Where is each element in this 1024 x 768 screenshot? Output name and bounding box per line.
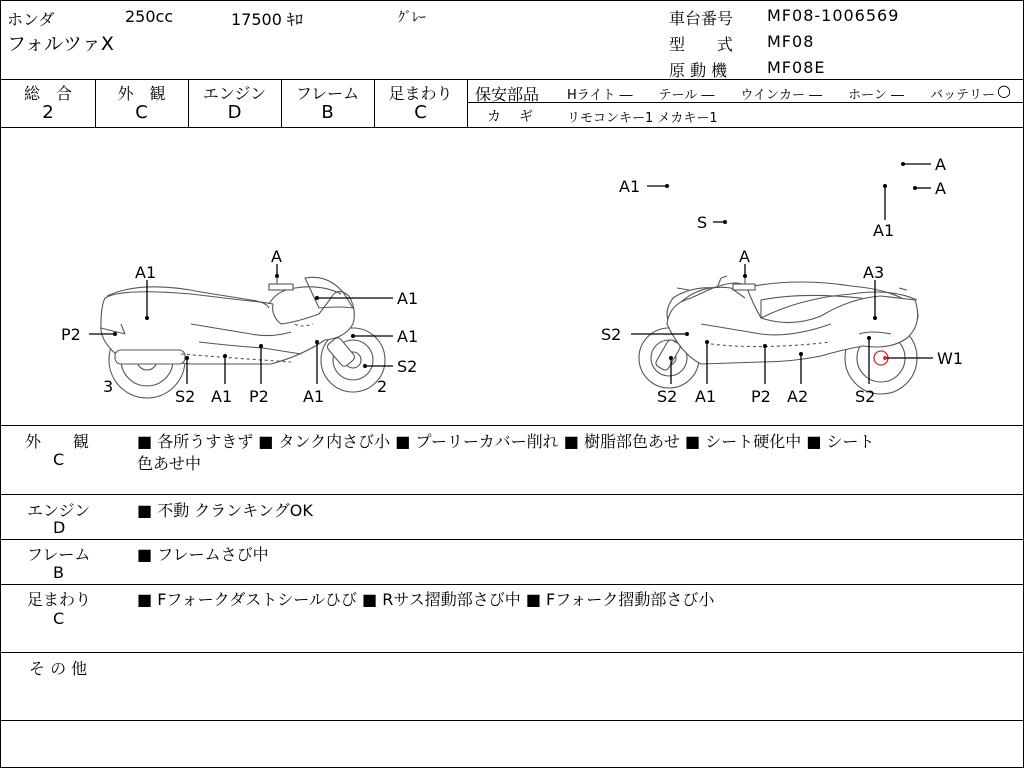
grade-frame-value: B: [321, 102, 334, 123]
divider: [1, 652, 1023, 653]
remark-suspension-text: ■ Fフォークダストシールひび ■ Rサス摺動部さび中 ■ Fフォーク摺動部さび小: [137, 590, 715, 609]
label-right-p2-bottom: P2: [751, 387, 771, 406]
key-value: リモコンキー1 メカキー1: [567, 111, 718, 126]
model-name: フォルツァX: [7, 33, 114, 55]
label-top-s: S: [697, 213, 708, 232]
remark-frame-label: フレーム: [27, 545, 91, 564]
divider: [1, 720, 1023, 721]
label-top-a-2: A: [935, 179, 946, 198]
divider: [1, 79, 1023, 80]
label-left-s2-wheel: S2: [397, 357, 418, 376]
displacement: 250cc: [125, 7, 174, 26]
remark-exterior-text: ■ 各所うすきず ■ タンク内さび小 ■ プーリーカバー削れ ■ 樹脂部色あせ ■ シート硬化中 ■ シート: [137, 432, 875, 451]
grade-engine-value: D: [227, 102, 242, 123]
frame-no-label: 車台番号: [669, 9, 734, 28]
label-left-a1-bottom2: A1: [303, 387, 325, 406]
label-left-a1-front: A1: [397, 289, 419, 308]
label-right-s2-bottom2: S2: [855, 387, 876, 406]
maker: ホンダ: [7, 10, 55, 29]
grade-engine-label: エンジン: [202, 84, 267, 103]
label-right-s2-left: S2: [601, 325, 622, 344]
key-label: カ ギ: [487, 109, 535, 125]
label-right-s2-bottom: S2: [657, 387, 678, 406]
label-right-a1-bottom: A1: [695, 387, 717, 406]
remark-suspension-grade: C: [53, 609, 65, 628]
label-right-a2-bottom: A2: [787, 387, 809, 406]
label-left-a-mirror: A: [271, 247, 282, 266]
color: ｸﾞﾚｰ: [398, 10, 426, 26]
grade-suspension-label: 足まわり: [388, 84, 453, 103]
grade-total-value: 2: [42, 102, 54, 123]
engine-label: 原 動 機: [669, 61, 728, 80]
battery-mark: ○: [997, 81, 1011, 100]
label-left-p2-bottom: P2: [249, 387, 269, 406]
label-top-a-1: A: [935, 155, 946, 174]
remark-engine-text: ■ 不動 クランキングOK: [137, 501, 313, 520]
engine-no: MF08E: [767, 58, 826, 77]
safety-items: Hライト ― テール ― ウインカー ― ホーン ― バッテリー: [567, 88, 996, 103]
label-right-a-mirror: A: [739, 247, 750, 266]
label-left-a1-bottom: A1: [211, 387, 233, 406]
divider: [1, 539, 1023, 540]
remark-engine-grade: D: [53, 518, 66, 537]
label-left-s2-bottom: S2: [175, 387, 196, 406]
remark-suspension-label: 足まわり: [27, 590, 92, 609]
grade-exterior-value: C: [135, 102, 148, 123]
frame-no: MF08-1006569: [767, 6, 900, 25]
mileage: 17500 ｷﾛ: [231, 10, 303, 29]
safety-label: 保安部品: [475, 85, 540, 104]
label-left-p2: P2: [61, 325, 81, 344]
remark-other-label: そ の 他: [29, 659, 88, 678]
remark-frame-text: ■ フレームさび中: [137, 545, 269, 564]
remark-exterior-grade: C: [53, 450, 65, 469]
divider: [1, 584, 1023, 585]
remark-exterior-label: 外 観: [25, 432, 90, 451]
label-top-a1-right: A1: [873, 221, 895, 240]
label-right-a3: A3: [863, 263, 885, 282]
label-right-w1: W1: [937, 349, 963, 368]
model-type-label: 型 式: [669, 35, 734, 54]
model-type: MF08: [767, 32, 815, 51]
remark-frame-grade: B: [53, 563, 64, 582]
label-left-a1-seat: A1: [135, 263, 157, 282]
damage-diagram: [1, 128, 1023, 424]
grade-frame-label: フレーム: [295, 84, 360, 103]
remark-exterior-text-cont: 色あせ中: [137, 454, 202, 473]
label-top-a1-left: A1: [619, 177, 641, 196]
divider: [467, 79, 468, 127]
remark-engine-label: エンジン: [27, 501, 91, 520]
divider: [1, 494, 1023, 495]
grade-suspension-value: C: [414, 102, 427, 123]
grade-total-label: 総 合: [23, 84, 72, 103]
grade-exterior-label: 外 観: [117, 84, 166, 103]
scooter-left-view: [101, 272, 388, 398]
label-left-3: 3: [103, 377, 114, 396]
label-left-a1-fender: A1: [397, 327, 419, 346]
label-left-2: 2: [377, 377, 388, 396]
divider: [1, 425, 1023, 426]
